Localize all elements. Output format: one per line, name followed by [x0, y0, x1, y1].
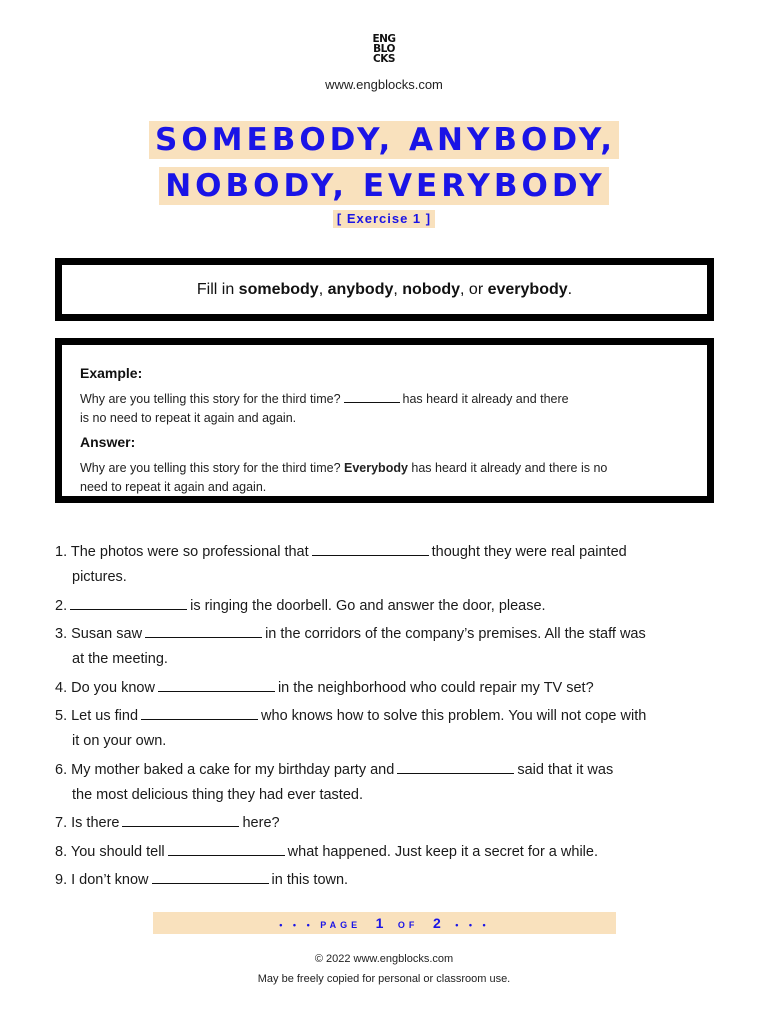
answer-label: Answer:: [80, 434, 136, 450]
copyright-text: © 2022 www.engblocks.com: [314, 953, 454, 965]
answer-blank[interactable]: [122, 812, 239, 827]
answer-blank[interactable]: [168, 841, 285, 856]
answer-blank[interactable]: [158, 677, 275, 692]
answer-blank[interactable]: [312, 541, 429, 556]
answer-blank[interactable]: [70, 595, 187, 610]
page-indicator: • • • PAGE 1 OF 2 • • •: [153, 912, 616, 934]
answer-blank[interactable]: [141, 705, 258, 720]
list-item: 8. You should tell what happened. Just keep it a secret for a while.: [55, 840, 705, 865]
list-item: 5. Let us find who knows how to solve this problem. You will not cope with it on your own.: [55, 704, 705, 753]
engblocks-logo: ENG BLO CKS: [372, 33, 396, 65]
license-text: May be freely copied for personal or classroom use.: [257, 973, 511, 985]
list-item: 3. Susan saw in the corridors of the company’s premises. All the staff was at the meeting.: [55, 622, 705, 671]
example-box: [55, 338, 714, 503]
answer-blank[interactable]: [152, 869, 269, 884]
title-line-2: NOBODY, EVERYBODY: [0, 167, 768, 205]
instruction-box: Fill in somebody, anybody, nobody, or everybody.: [55, 258, 714, 321]
list-item: 6. My mother baked a cake for my birthday party and said that it was the most delicious thing they had ever tasted.: [55, 758, 705, 807]
example-sentence: Why are you telling this story for the third time? has heard it already and there is no need to repeat it again and again.: [80, 392, 569, 425]
example-label: Example:: [80, 365, 143, 381]
list-item: 1. The photos were so professional that thought they were real painted pictures.: [55, 540, 705, 589]
answer-blank[interactable]: [397, 759, 514, 774]
title-line-1: SOMEBODY, ANYBODY,: [0, 121, 768, 159]
list-item: 2. is ringing the doorbell. Go and answer the door, please.: [55, 594, 705, 619]
list-item: 4. Do you know in the neighborhood who could repair my TV set?: [55, 676, 705, 701]
answer-blank[interactable]: [145, 623, 262, 638]
example-blank: [344, 390, 400, 403]
exercise-label: [ Exercise 1 ]: [0, 210, 768, 228]
answer-sentence: Why are you telling this story for the third time? Everybody has heard it already and there is no need to repeat it again and again.: [80, 461, 608, 494]
site-url: www.engblocks.com: [325, 77, 443, 92]
list-item: 7. Is there here?: [55, 811, 705, 836]
list-item: 9. I don’t know in this town.: [55, 868, 705, 893]
